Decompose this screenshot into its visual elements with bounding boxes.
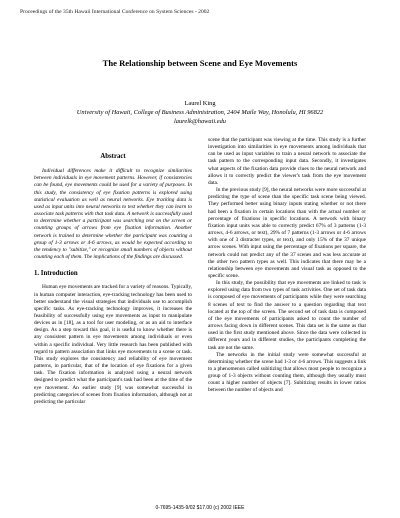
author-name: Laurel King <box>184 100 216 107</box>
left-column <box>34 139 192 406</box>
introduction-heading: 1. Introduction <box>34 270 78 278</box>
paragraph: In the previous study [9], the neural networks were more successful at predicting the type of scene than the specific task scene being viewed. They performed better using binary inputs stating whether or not there had been a fixation in certain locations than with the actual number or percentage of fixations in specific locations. A network with binary fixation input units was able to correctly predict 67% of 3 patterns (1-3 arrows, 4-6 arrows, or text), 29% of 7 patterns (1-3 arrows or 4-6 arrows with one of 3 distracter types, or text), and only 15% of the 37 unique arrow scenes. With input using the percentage of fixations per square, the network could not predict any of the 37 scenes and was less accurate at the other two pattern types as well. This indicates that there may be a relationship between eye movements and visual task as opposed to the specific scene. <box>208 187 366 279</box>
author-affiliation: University of Hawaii, College of Business Administration, 2404 Maile Way, Honolulu, HI 96822 <box>76 109 324 116</box>
paragraph: In this study, the possibility that eye movements are linked to task is explored using data from two types of task activities. One set of task data is composed of eye movements of participants while they were searching 8 scenes of text to find the answer to a question regarding that text located at the top of the screen. The second set of task data is composed of the eye movements of participants asked to count the number of arrows facing down in different scenes. This data set is the same as that used in the first study mentioned above. Since the data were collected in different years and in different studies, the participants completing the task are not the same. <box>208 280 366 351</box>
page-footer: 0-7695-1435-9/02 $17.00 (c) 2002 IEEE <box>155 505 245 511</box>
paragraph: scene that the participant was viewing at the time. This study is a further investigation into similarities in eye movements among individuals that can be used as input variables to train a neural network to associate the task pattern to the corresponding input data. Secondly, it investigates what aspects of the fixation data provide clues to the neural network and allows it to correctly predict the viewer's task from the eye movement data. <box>208 137 366 186</box>
running-head: Proceedings of the 35th Hawaii International Conference on System Sciences - 2002 <box>20 9 210 15</box>
paper-title: The Relationship between Scene and Eye Movements <box>102 58 298 68</box>
paragraph: The networks in the initial study were somewhat successful at determining whether the scene had 1-3 or 4-6 arrows. This suggests a link to a phenomenon called subitizing that allows most people to recognize a group of 1-3 objects without counting them, although they usually must count a higher number of objects [7]. Subitizing results in lower ratios between the number of objects and <box>208 351 366 394</box>
introduction-body: Human eye movements are tracked for a variety of reasons. Typically, in human computer interaction, eye-tracking technology has been used to better understand the visual strategies that individuals use to accomplish specific tasks. As eye-tracking technology improves, it increases the feasibility of successfully using eye movements as input to manipulate devices as in [18], as a tool for user modeling, or as an aid to interface design. As a step toward this goal, it is useful to know whether there is any consistent pattern in eye movements among individuals or even within a specific individual. Very little research has been published with regard to pattern association that links eye movements to a scene or task. This study explores the consistency and reliability of eye movement patterns, in particular, that of the location of eye fixations for a given task. The fixation information is analyzed using a neural network designed to predict what the participant's task had been at the time of the eye movement. An earlier study [9] was somewhat successful in predicting categories of scenes from fixation information, although not at predicting the particular <box>34 284 192 405</box>
abstract-body: Individual differences make it difficult to recognize similarities between individuals in eye movement patterns. However, if consistencies can be found, eye movements could be used for a variety of purposes. In this study, the consistency of eye fixation patterns is explored using statistical evaluation as well as neural networks. Eye tracking data is used as input units into neural networks to test whether they can learn to associate task patterns with that task data. A network is successfully used to determine whether a participant was searching text on the screen or counting groups of arrows from eye fixation information. Another network is trained to determine whether the participant was counting a group of 1-3 arrows or 4-6 arrows, as would be expected according to the tendency to "subitize," or recognize small numbers of objects without counting each of them. The implications of the findings are discussed. <box>34 168 192 261</box>
right-column <box>208 137 366 395</box>
author-email: laurelk@hawaii.edu <box>174 118 226 125</box>
abstract-heading: Abstract <box>100 153 126 160</box>
